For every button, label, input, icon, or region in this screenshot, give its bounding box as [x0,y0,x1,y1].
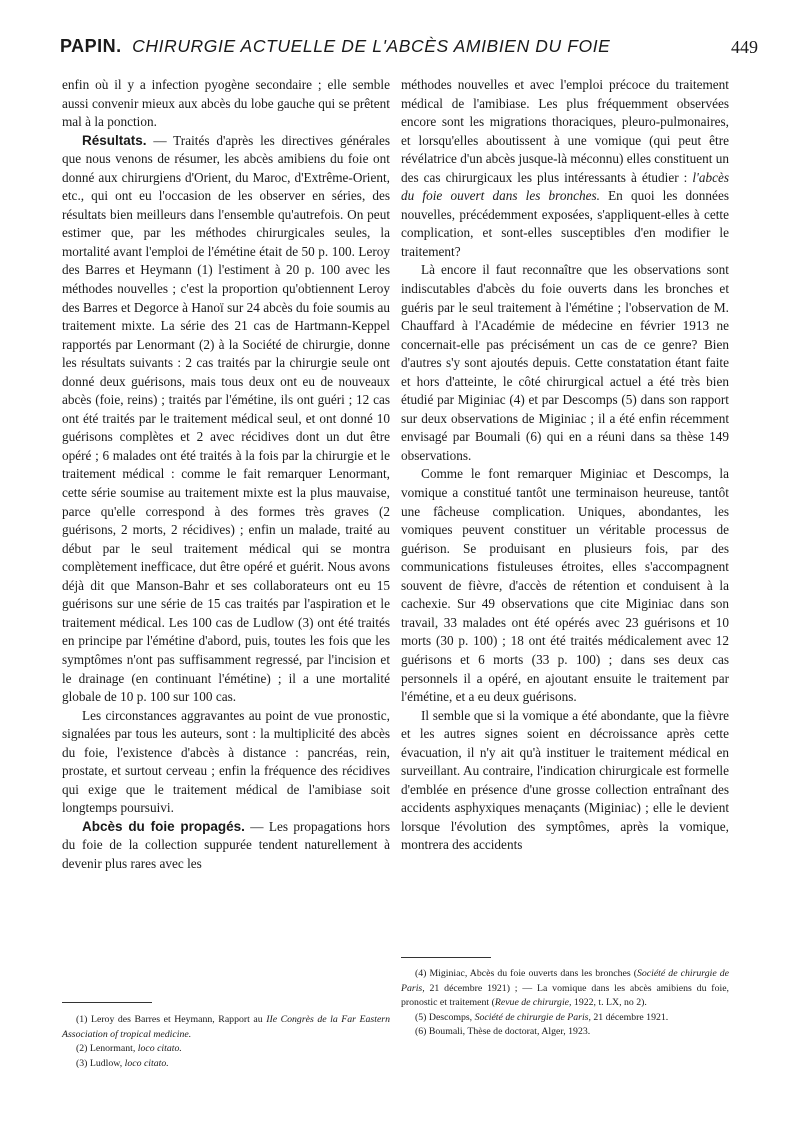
footnote-3 [62,1057,390,1072]
footnotes-right [401,967,729,1040]
right-paragraph-1 [401,76,729,261]
propagated-abscess-paragraph [62,818,390,874]
footnote-2-italic: loco citato. [137,1043,182,1055]
footnote-3-text: (3) Ludlow, [76,1057,125,1069]
footnote-divider-left [62,1002,152,1003]
footnotes-left [62,1013,390,1071]
footnote-divider-right [401,957,491,958]
footnote-1 [62,1013,390,1042]
right-p1-end: En quoi les données nouvelles, précédemment exposées, s'appliquent-elles à cette complication, et sont-elles susceptibles d'en modifier le traitement? [401,188,729,259]
left-paragraph-1: enfin où il y a infection pyogène secondaire ; elle semble aussi convenir mieux aux abcès du lobe gauche qui se prêtent mal à la ponction. [62,77,390,130]
footnote-1-text: (1) Leroy des Barres et Heymann, Rapport au [76,1014,267,1025]
right-paragraph-3: Comme le font remarquer Miginiac et Descomps, la vomique a constitué tantôt une terminaison heureuse, tantôt une fâcheuse complication. Uniques, abondantes, les vomiques peuvent constituer un véritable processus de guérison. Se produisant en plusieurs fois, par des communications fistuleuses étroites, elles s'accompagnent souvent de fièvre, d'accès de rétention et conduisent à la cachexie. Sur 49 observations que cite Miginiac dans son travail, 33 malades ont été opérés avec 23 guérisons et 10 morts (30 p. 100) ; 18 ont été traités médicalement avec 12 guérisons et 6 morts (33 p. 100) ; dans ses deux cas personnels il a opéré, en ajoutant ensuite le traitement par l'émétine, et a eu deux guérisons. [401,466,729,705]
footnote-2 [62,1042,390,1057]
footnote-4-text-a: (4) Miginiac, Abcès du foie ouverts dans les bronches ( [415,968,637,979]
footnote-6: (6) Boumali, Thèse de doctorat, Alger, 1923. [415,1026,591,1038]
footnote-4-italic-b: Revue de chirurgie, [494,997,572,1009]
results-text: — Traités d'après les directives générales que nous venons de résumer, les abcès amibiens du foie ont donné aux chirurgiens d'Orient, du Maroc, d'Extrême-Orient, etc., qui ont eu l'occasion de les observer en séries, des résultats bien meilleurs dans l'ensemble qu'autrefois. On peut estimer que, par les méthodes chirurgicales seules, la mortalité avant l'emploi de l'émétine était de 50 p. 100. Leroy des Barres et Heymann (1) l'estiment à 20 p. 100 avec les méthodes nouvelles ; c'est la proportion qu'obtiennent Leroy des Barres et Degorce à Hanoï sur 24 abcès du foie soumis au traitement mixte. La série des 21 cas de Hartmann-Keppel rapportés par Lenormant (2) à la Société de chirurgie, donne les résultats suivants : 2 cas traités par la chirurgie seule ont donné deux guérisons, mais tous deux ont eu de nouveaux abcès (foie, reins) ; traités par l'émétine, ils ont guéri ; 12 cas ont été traités par le traitement médical seul, et ont donné 10 guérisons complètes et 2 avec récidives dont un dut être opéré ; 6 malades ont été traités à la fois par la chirurgie et le traitement médical : comme le fait remarquer Lenormant, cette série soumise au traitement mixte est la plus mauvaise, parce qu'elle correspond à des formes très graves (2 guérisons, 2 morts, 2 récidives) ; enfin un malade, traité au début par le seul traitement médical qui se montra complètement inefficace, dut être opéré et guérit. Nous avons déjà dit que Manson-Bahr et ses collaborateurs ont eu 15 guérisons sur une série de 15 cas traités par l'aspiration et le traitement médical. Les 100 cas de Ludlow (3) ont été traités en principe par l'émétine d'abord, puis, toutes les fois que les symptômes n'ont pas suffisamment regressé, par l'incision et le drainage (en continuant l'émétine) ; il a une mortalité globale de 10 p. 100 sur 100 cas. [62,132,390,705]
header-title: CHIRURGIE ACTUELLE DE L'ABCÈS AMIBIEN DU FOIE [132,36,611,56]
footnote-4-italic-a: Société de chirurgie de Paris, [401,968,729,994]
right-p1-italic: l'abcès du foie ouvert dans les bronches. [401,169,729,204]
footnote-2-text: (2) Lenormant, [76,1043,138,1055]
propagated-abscess-text: — Les propagations hors du foie de la collection suppurée tendent naturellement à devenir plus rares avec les [62,818,390,871]
propagated-abscess-heading: Abcès du foie propagés. [82,818,245,834]
header-author: PAPIN. [60,36,122,56]
right-paragraph-4: Il semble que si la vomique a été abondante, que la fièvre et les autres signes soient en décroissance après cette évacuation, il n'y ait qu'à instituer le traitement médical en surveillant. Au contraire, l'indication chirurgicale est formelle d'emblée en présence d'une grosse collection entraînant des accidents asphyxiques menaçants (Miginiac) ; elle le devient lorsque l'évolution des symptômes, après la vomique, montrera des accidents [401,707,729,853]
page-number: 449 [731,37,758,57]
footnote-4-text-c: 1922, t. LX, no 2). [571,997,647,1009]
running-header [60,36,760,70]
right-paragraph-2: Là encore il faut reconnaître que les observations sont indiscutables d'abcès du foie ouverts dans les bronches et guéris par le seul traitement à l'émétine ; l'observation de M. Chauffard à l'Académie de médecine en février 1913 ne concernait-elle pas précisément un cas de ce genre? Bien d'autres s'y sont ajoutés depuis. Cette constatation étant faite et hors d'atteinte, le côté chirurgical actuel a été très bien étudié par Miginiac (4) et par Descomps (5) dans son rapport sur deux observations de Miginiac ; il a été enfin récemment envisagé par Boumali (6) qui en a réuni dans sa thèse 149 observations. [401,262,729,463]
aggravating-circumstances-paragraph: Les circonstances aggravantes au point de vue pronostic, signalées par tous les auteurs, sont : la multiplicité des abcès du foie, l'existence d'abcès à distance : pancréas, rein, prostate, et surtout cerveau ; enfin la fréquence des récidives qui exige que le traitement médical de l'amibiase soit longtemps poursuivi. [62,707,390,816]
footnote-4 [401,967,729,1011]
footnote-5-text-b: 21 décembre 1921. [590,1011,669,1023]
footnote-5 [401,1011,729,1026]
right-column [401,76,729,855]
right-p1-text: méthodes nouvelles et avec l'emploi précoce du traitement médical de l'amibiase. Les plus fréquemment observées encore sont les migrations thoraciques, pleuro-pulmonaires, et lorsqu'elles aboutissent à une vomique (qui peut être révélatrice d'un abcès jusque-là méconnu) elles constituent un des cas chirurgicaux les plus intéressants à étudier : [401,77,729,185]
footnote-1-italic: IIe Congrès de la Far Eastern Association of tropical medicine. [62,1014,390,1040]
footnote-5-italic: Société de chirurgie de Paris, [474,1011,591,1023]
footnote-3-italic: loco citato. [124,1057,169,1069]
footnote-5-text-a: (5) Descomps, [415,1011,475,1023]
results-paragraph [62,132,390,707]
footnote-4-text-b: 21 décembre 1921) ; — La vomique dans les abcès amibiens du foie, pronostic et traitement ( [401,982,729,1009]
results-heading: Résultats. [82,132,147,148]
left-column [62,76,390,874]
